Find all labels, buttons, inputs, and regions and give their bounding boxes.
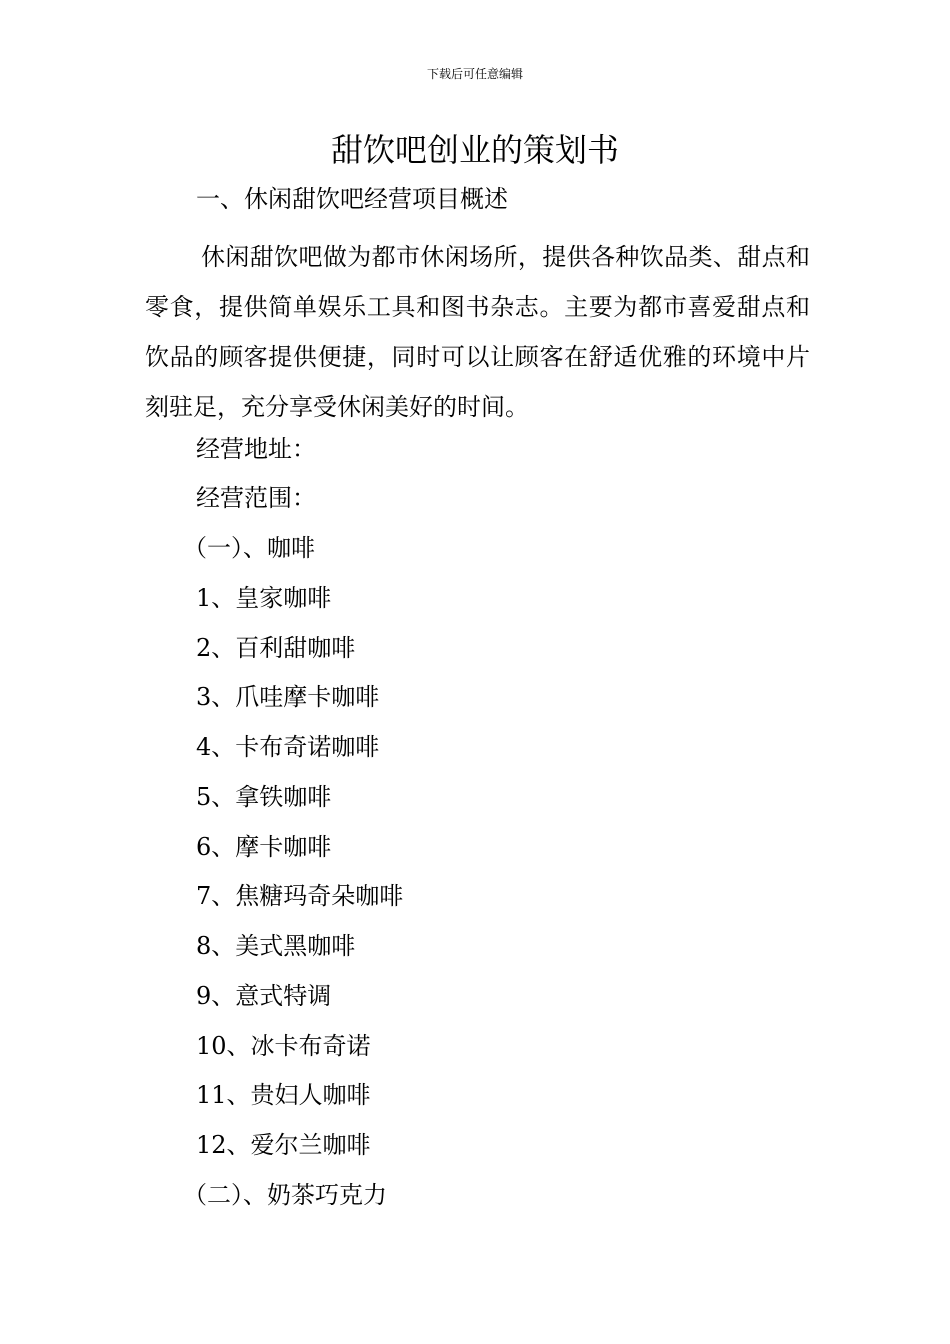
list-item: 3、爪哇摩卡咖啡 <box>196 683 380 711</box>
scope-label: 经营范围： <box>196 484 316 512</box>
list-item: 5、拿铁咖啡 <box>196 783 332 811</box>
list-item: 10、冰卡布奇诺 <box>196 1032 371 1060</box>
list-item: 2、百利甜咖啡 <box>196 634 356 662</box>
subsection-heading-coffee: （一）、咖啡 <box>183 534 315 562</box>
list-item: 11、贵妇人咖啡 <box>196 1081 371 1109</box>
list-item: 1、皇家咖啡 <box>196 584 332 612</box>
address-label: 经营地址： <box>196 435 316 463</box>
subsection-heading-milktea: （二）、奶茶巧克力 <box>183 1181 387 1209</box>
list-item: 12、爱尔兰咖啡 <box>196 1131 371 1159</box>
intro-paragraph: 休闲甜饮吧做为都市休闲场所，提供各种饮品类、甜点和零食，提供简单娱乐工具和图书杂志。主要为都市喜爱甜点和饮品的顾客提供便捷，同时可以让顾客在舒适优雅的环境中片刻驻足，充分享受休闲美好的时间。 <box>145 243 810 421</box>
header-note: 下载后可任意编辑 <box>426 67 523 81</box>
list-item: 8、美式黑咖啡 <box>196 932 356 960</box>
list-item: 6、摩卡咖啡 <box>196 833 332 861</box>
list-item: 9、意式特调 <box>196 982 332 1010</box>
document-title: 甜饮吧创业的策划书 <box>330 131 619 169</box>
section-heading: 一、休闲甜饮吧经营项目概述 <box>196 185 508 213</box>
list-item: 4、卡布奇诺咖啡 <box>196 733 380 761</box>
list-item: 7、焦糖玛奇朵咖啡 <box>196 882 404 910</box>
